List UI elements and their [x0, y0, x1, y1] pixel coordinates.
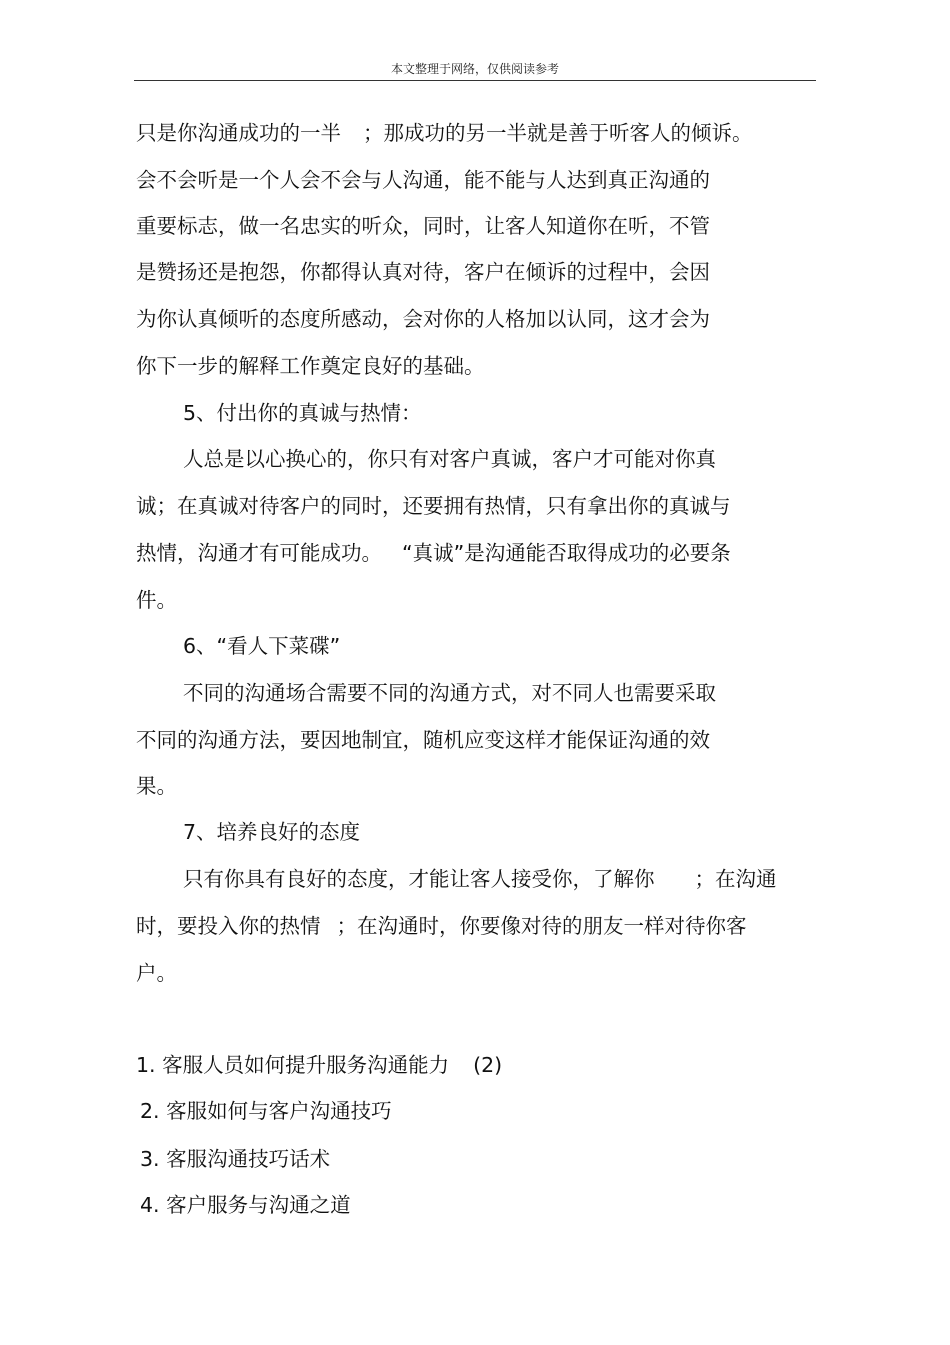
body-line: 诚；在真诚对待客户的同时，还要拥有热情，只有拿出你的真诚与 [136, 494, 731, 518]
section-heading-7: 7、培养良好的态度 [183, 820, 361, 844]
related-link-2[interactable] [140, 1099, 392, 1123]
body-line [136, 121, 753, 145]
body-line: 你下一步的解释工作奠定良好的基础。 [136, 354, 485, 378]
body-line: 不同的沟通方法，要因地制宜，随机应变这样才能保证沟通的效 [136, 728, 710, 752]
body-line [183, 867, 777, 891]
body-line: 为你认真倾听的态度所感动，会对你的人格加以认同，这才会为 [136, 307, 710, 331]
text-fragment: 只有你具有良好的态度，才能让客人接受你，了解你 [183, 867, 655, 891]
body-line: 会不会听是一个人会不会与人沟通，能不能与人达到真正沟通的 [136, 168, 710, 192]
related-title: 客户服务与沟通之道 [166, 1193, 351, 1217]
related-title: 客服如何与客户沟通技巧 [166, 1099, 392, 1123]
text-fragment: ；在沟通时，你要像对待的朋友一样对待你客 [336, 914, 747, 938]
list-number: 2. [140, 1099, 160, 1123]
related-link-4[interactable] [140, 1193, 351, 1217]
section-heading-6: 6、“看人下菜碟” [183, 634, 341, 658]
related-link-3[interactable] [140, 1147, 330, 1171]
text-fragment: 热情，沟通才有可能成功。 [136, 541, 382, 565]
section-heading-5: 5、付出你的真诚与热情： [183, 401, 422, 425]
body-line [136, 541, 731, 565]
related-link-1[interactable] [136, 1053, 502, 1077]
list-number: 3. [140, 1147, 160, 1171]
body-line [136, 914, 747, 938]
page-header: 本文整理于网络，仅供阅读参考 [390, 62, 559, 76]
body-line: 户。 [136, 961, 177, 985]
related-suffix: (2) [473, 1053, 503, 1077]
body-line: 果。 [136, 774, 177, 798]
text-fragment: 只是你沟通成功的一半 [136, 121, 341, 145]
text-fragment: ；在沟通 [694, 867, 777, 891]
body-line: 人总是以心换心的，你只有对客户真诚，客户才可能对你真 [183, 447, 716, 471]
body-line: 不同的沟通场合需要不同的沟通方式，对不同人也需要采取 [183, 681, 716, 705]
list-number: 4. [140, 1193, 160, 1217]
list-number: 1. [136, 1053, 156, 1077]
text-fragment: ；那成功的另一半就是善于听客人的倾诉。 [363, 121, 753, 145]
body-line: 是赞扬还是抱怨，你都得认真对待，客户在倾诉的过程中，会因 [136, 260, 710, 284]
text-fragment: 时，要投入你的热情 [136, 914, 321, 938]
body-line: 件。 [136, 588, 177, 612]
related-title: 客服人员如何提升服务沟通能力 [162, 1053, 450, 1077]
text-fragment: “真诚”是沟通能否取得成功的必要条 [402, 541, 731, 565]
body-line: 重要标志，做一名忠实的听众，同时，让客人知道你在听，不管 [136, 214, 710, 238]
related-title: 客服沟通技巧话术 [166, 1147, 331, 1171]
header-divider [134, 80, 816, 81]
